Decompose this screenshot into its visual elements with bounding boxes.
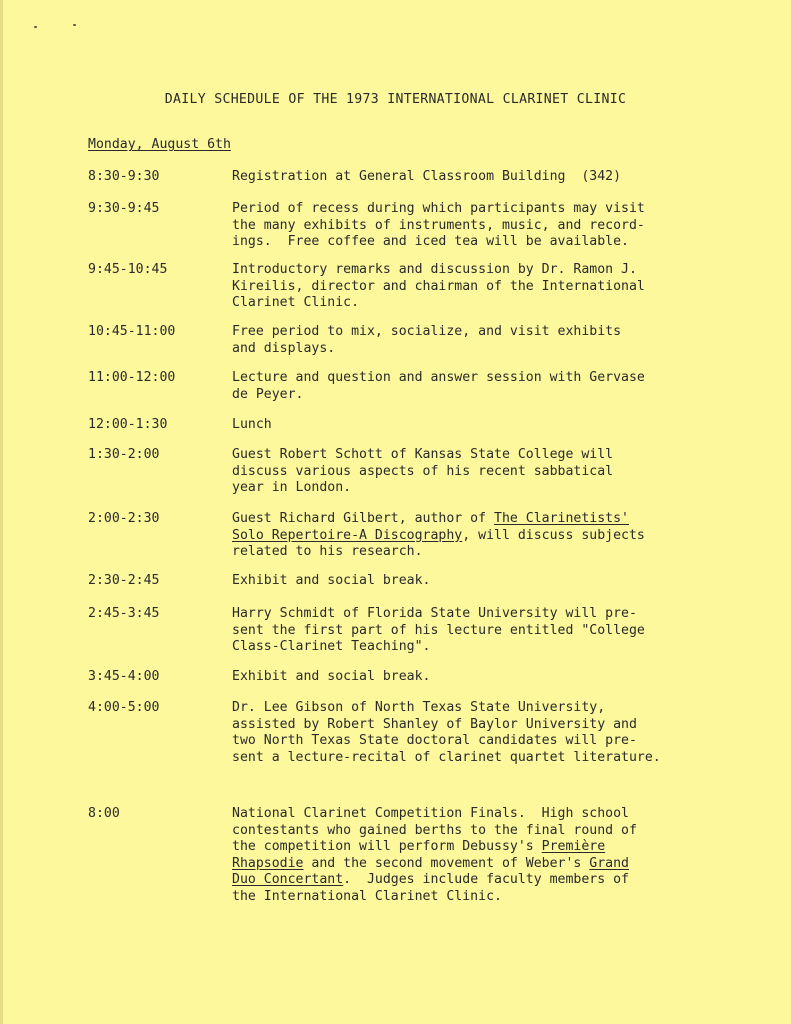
book-title: The Clarinetists' [494, 511, 629, 526]
desc-line: Introductory remarks and discussion by Dr. Ramon J. [232, 262, 637, 277]
entry-description [232, 324, 752, 357]
desc-line: Exhibit and social break. [232, 573, 431, 588]
book-title: Solo Repertoire-A Discography [232, 527, 463, 543]
entry-time: 2:00-2:30 [88, 511, 160, 526]
document-title: DAILY SCHEDULE OF THE 1973 INTERNATIONAL CLARINET CLINIC [164, 92, 627, 107]
entry-description [232, 169, 752, 186]
desc-line: Clarinet Clinic. [232, 295, 360, 310]
entry-time: 12:00-1:30 [88, 417, 168, 432]
entry-time: 8:00 [88, 806, 120, 821]
work-title: Grand [589, 855, 629, 871]
scan-speck [73, 24, 76, 26]
desc-line: related to his research. [232, 544, 423, 559]
page-edge [0, 0, 3, 1024]
entry-time: 2:45-3:45 [88, 606, 160, 621]
entry-description [232, 606, 752, 656]
entry-time: 9:30-9:45 [88, 201, 160, 216]
desc-line: , will discuss subjects [462, 527, 645, 543]
desc-line: Exhibit and social break. [232, 669, 431, 684]
work-title: Première [541, 839, 606, 854]
desc-line: Guest Robert Schott of Kansas State College will [232, 447, 614, 462]
desc-line: Lecture and question and answer session with Gervase [232, 370, 645, 385]
entry-description [232, 370, 752, 403]
entry-description [232, 201, 752, 251]
entry-time: 8:30-9:30 [88, 169, 160, 184]
desc-line: the International Clarinet Clinic. [232, 888, 502, 904]
entry-time: 3:45-4:00 [88, 669, 160, 684]
work-title: Rhapsodie [232, 855, 304, 871]
day-heading: Monday, August 6th [88, 137, 231, 152]
desc-line: ings. Free coffee and iced tea will be available. [232, 234, 629, 249]
scan-speck [34, 26, 37, 28]
desc-line: . Judges include faculty members of [343, 872, 629, 887]
entry-description [232, 806, 752, 905]
entry-time: 4:00-5:00 [88, 700, 160, 715]
desc-line: the many exhibits of instruments, music, and record- [232, 217, 645, 233]
entry-time: 9:45-10:45 [88, 262, 168, 277]
desc-line: de Peyer. [232, 386, 304, 402]
desc-line: the competition will perform Debussy's [232, 839, 542, 854]
entry-description [232, 511, 752, 561]
desc-line: sent the first part of his lecture entitled "College [232, 622, 645, 638]
desc-line: Free period to mix, socialize, and visit exhibits [232, 324, 622, 339]
desc-line: Kireilis, director and chairman of the International [232, 278, 645, 294]
entry-time: 2:30-2:45 [88, 573, 160, 588]
entry-time: 11:00-12:00 [88, 370, 176, 385]
entry-description [232, 573, 752, 590]
desc-line: Class-Clarinet Teaching". [232, 639, 431, 654]
desc-line: Lunch [232, 417, 272, 432]
entry-description [232, 447, 752, 497]
desc-line: sent a lecture-recital of clarinet quartet literature. [232, 749, 661, 765]
entry-description [232, 669, 752, 686]
desc-line: Dr. Lee Gibson of North Texas State University, [232, 700, 606, 715]
desc-line: contestants who gained berths to the final round of [232, 822, 637, 838]
desc-line: Harry Schmidt of Florida State University will pre- [232, 606, 637, 621]
entry-description [232, 417, 752, 434]
desc-line: Registration at General Classroom Building (342) [232, 169, 622, 184]
work-title: Duo Concertant [232, 872, 344, 887]
desc-line: two North Texas State doctoral candidates will pre- [232, 733, 637, 748]
desc-line: National Clarinet Competition Finals. High school [232, 806, 629, 821]
desc-line: Period of recess during which participants may visit [232, 201, 645, 216]
entry-time: 1:30-2:00 [88, 447, 160, 462]
desc-line: assisted by Robert Shanley of Baylor University and [232, 716, 637, 732]
desc-line: and the second movement of Weber's [303, 855, 590, 871]
desc-line: discuss various aspects of his recent sabbatical [232, 463, 614, 479]
entry-time: 10:45-11:00 [88, 324, 176, 339]
desc-line: year in London. [232, 480, 352, 495]
desc-line: Guest Richard Gilbert, author of [232, 511, 495, 526]
entry-description [232, 262, 752, 312]
entry-description [232, 700, 752, 766]
desc-line: and displays. [232, 340, 336, 356]
